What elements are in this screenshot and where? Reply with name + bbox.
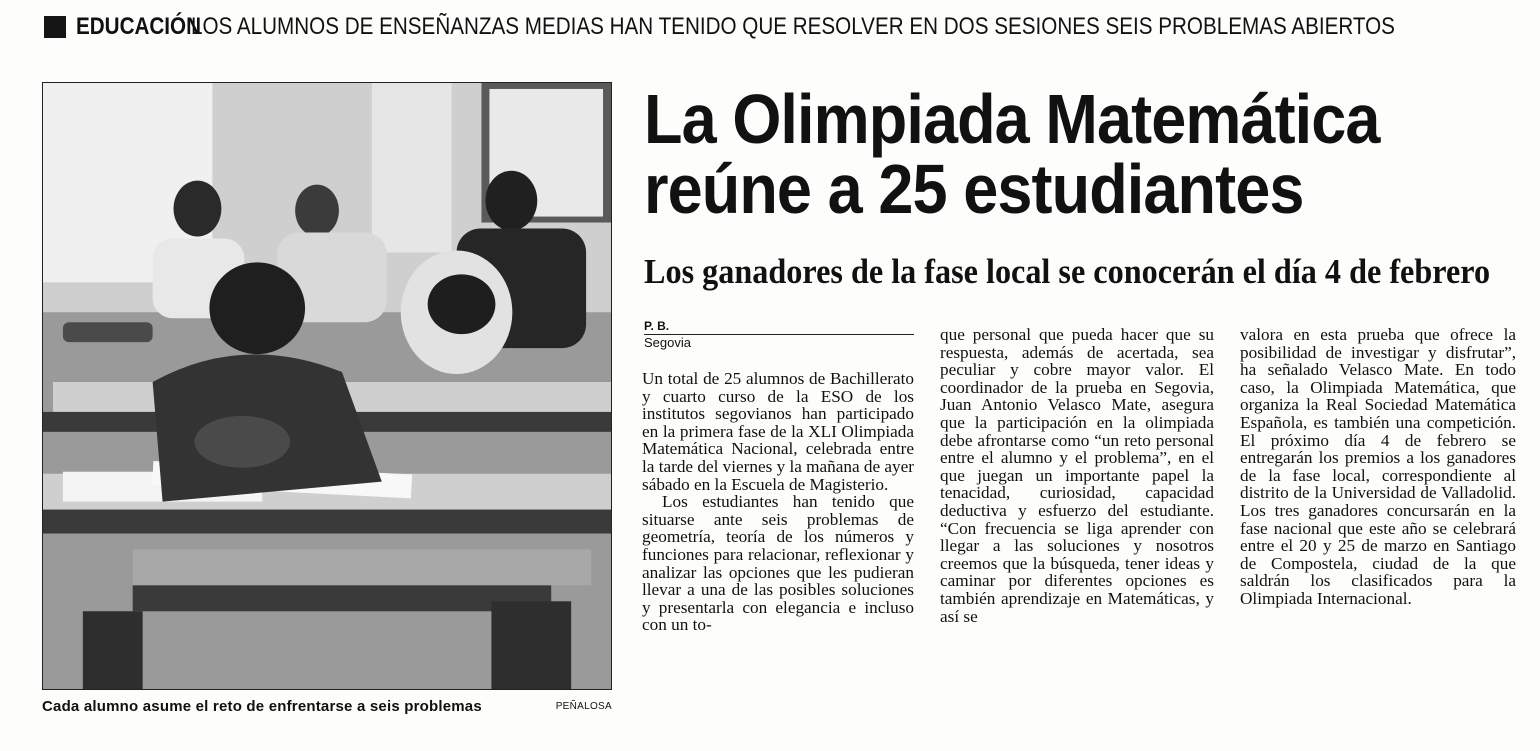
body-paragraph: valora en esta prueba que ofrece la posibilidad de investigar y disfrutar”, ha señalado Velasco Mate. En todo caso, la Olimpiada Matemática, que organiza la Real Sociedad Matemática Española, es también una competición. El próximo día 4 de febrero se entregarán los premios a los ganadores de la fase local, correspondiente al distrito de la Universidad de Valladolid. Los tres ganadores concursarán en la fase nacional que este año se celebrará entre el 20 y 25 de marzo en Santiago de Compostela, ciudad de la que saldrán los clasificados para la Olimpiada Internacional.	[1240, 325, 1516, 608]
body-paragraph: Un total de 25 alumnos de Bachillerato y cuarto curso de la ESO de los institutos segovianos han participado en la primera fase de la XLI Olimpiada Matemática Nacional, celebrada entre la tarde del viernes y la mañana de ayer sábado en la Escuela de Magisterio.	[642, 369, 914, 494]
photo-caption: Cada alumno asume el reto de enfrentarse a seis problemas	[42, 697, 482, 715]
headline	[644, 80, 1436, 228]
byline	[644, 320, 914, 351]
headline-line-2: reúne a 25 estudiantes	[644, 150, 1304, 228]
section-name: EDUCACIÓN	[76, 13, 201, 40]
classroom-photo-illustration	[43, 83, 611, 689]
byline-place: Segovia	[644, 335, 691, 350]
subheadline: Los ganadores de la fase local se conocerán el día 4 de febrero	[644, 252, 1491, 291]
section-square-icon	[44, 16, 66, 38]
section-header	[44, 10, 1524, 44]
headline-line-1: La Olimpiada Matemática	[644, 80, 1380, 158]
article-photo	[42, 82, 612, 690]
section-subtitle: LOS ALUMNOS DE ENSEÑANZAS MEDIAS HAN TENIDO QUE RESOLVER EN DOS SESIONES SEIS PROBLEMAS ABIERTOS	[191, 13, 1396, 40]
photo-caption-bar	[42, 695, 612, 717]
body-column-1	[642, 370, 914, 634]
byline-author: P. B.	[644, 320, 914, 335]
photo-credit: PEÑALOSA	[555, 700, 612, 712]
body-column-3	[1240, 326, 1516, 608]
body-paragraph: Los estudiantes han tenido que situarse ante seis problemas de geometría, teoría de los números y funciones para relacionar, reflexionar y analizar las opciones que les pudieran llevar a una de las posibles soluciones y presentarla con elegancia e incluso con un to-	[642, 492, 914, 635]
body-column-2	[940, 326, 1214, 625]
body-paragraph: que personal que pueda hacer que su respuesta, además de acertada, sea peculiar y cobre mayor valor. El coordinador de la prueba en Segovia, Juan Antonio Velasco Mate, asegura que la participación en la olimpiada debe afrontarse como “un reto personal entre el alumno y el problema”, en el que juegan un importante papel la tenacidad, curiosidad, capacidad deductiva y esfuerzo del estudiante. “Con frecuencia se liga aprender con llegar a las soluciones y nosotros creemos que la búsqueda, tener ideas y caminar por diferentes opciones es también aprendizaje en Matemáticas, y así se	[940, 325, 1214, 626]
